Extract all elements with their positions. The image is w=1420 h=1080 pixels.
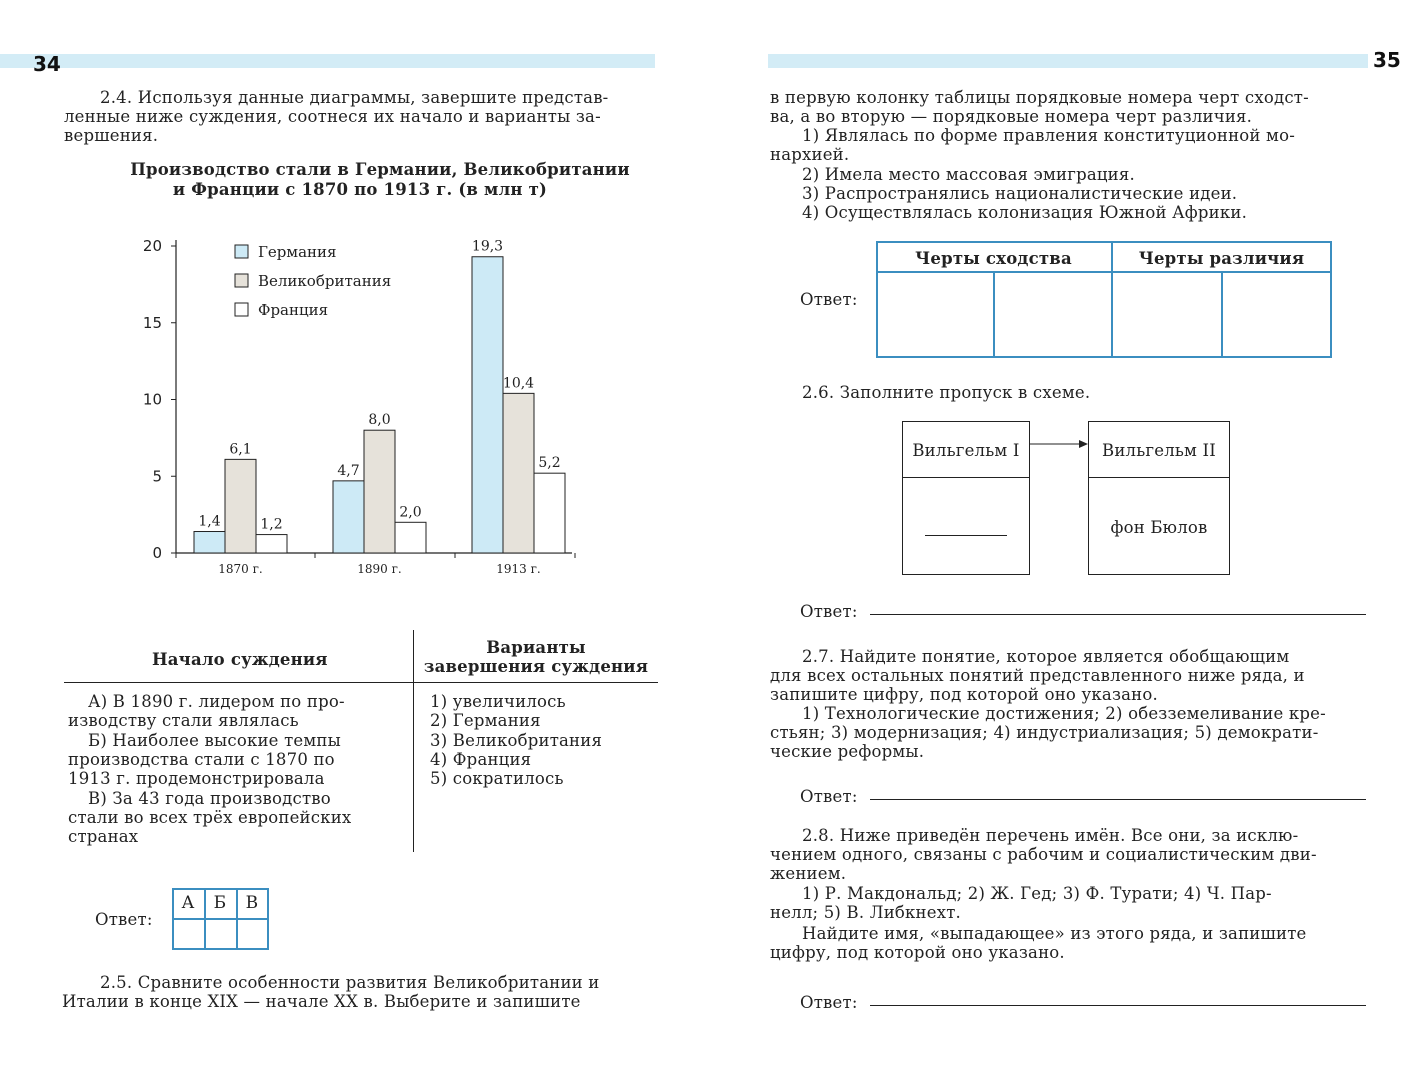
data-label: 2,0 bbox=[399, 504, 422, 521]
text-line: 2) Имела место массовая эмиграция. bbox=[802, 165, 1135, 184]
legend-label: Германия bbox=[258, 243, 337, 261]
bar bbox=[333, 481, 364, 553]
data-label: 4,7 bbox=[337, 462, 360, 479]
x-tick-label: 1890 г. bbox=[357, 562, 402, 576]
statement-line: производства стали с 1870 по bbox=[68, 750, 335, 769]
scheme-blank-line[interactable] bbox=[925, 535, 1007, 536]
task-2-5-line-2: Италии в конце XIX — начале XX в. Выберите и запишите bbox=[62, 992, 581, 1011]
legend-swatch bbox=[235, 303, 248, 316]
data-label: 10,4 bbox=[502, 375, 535, 392]
text-line: жением. bbox=[770, 864, 847, 883]
answer-grid-letter-b: Б bbox=[213, 893, 227, 913]
text-line: цифру, под которой оно указано. bbox=[770, 943, 1065, 962]
left-header-band bbox=[0, 54, 655, 68]
data-label: 19,3 bbox=[471, 238, 504, 255]
text-line: стьян; 3) модернизация; 4) индустриализация; 5) демократи- bbox=[770, 723, 1319, 742]
text-line: в первую колонку таблицы порядковые номера черт сходст- bbox=[770, 88, 1309, 107]
answer-label-2-4: Ответ: bbox=[95, 910, 153, 929]
answer-grid-letter-a: А bbox=[181, 893, 195, 913]
legend-label: Великобритания bbox=[258, 272, 392, 290]
y-tick-label: 0 bbox=[152, 544, 162, 562]
answer-label-2-8: Ответ: bbox=[800, 993, 858, 1012]
scheme-right-content: фон Бюлов bbox=[1110, 518, 1208, 537]
task-2-4-line-1: 2.4. Используя данные диаграммы, завершите представ- bbox=[100, 88, 609, 107]
difference-header: Черты различия bbox=[1138, 249, 1305, 268]
bar bbox=[256, 535, 287, 553]
table-col1-header: Начало суждения bbox=[152, 650, 328, 669]
data-label: 6,1 bbox=[229, 441, 252, 458]
scheme-arrow-icon bbox=[1030, 438, 1090, 450]
steel-production-chart bbox=[120, 225, 600, 585]
statement-line: Б) Наиболее высокие темпы bbox=[88, 731, 341, 750]
table-col2-header-line-1: Варианты bbox=[486, 638, 586, 657]
text-line: 4) Осуществлялась колонизация Южной Африки. bbox=[802, 203, 1248, 222]
scheme-right-title: Вильгельм II bbox=[1102, 441, 1216, 460]
y-tick-label: 5 bbox=[152, 467, 162, 486]
answer-label-2-7: Ответ: bbox=[800, 787, 858, 806]
answer-line-2-6[interactable] bbox=[870, 614, 1366, 615]
y-tick-label: 15 bbox=[142, 313, 162, 332]
chart-title-line-1: Производство стали в Германии, Великобритании bbox=[130, 160, 630, 179]
page-number-left: 34 bbox=[33, 52, 61, 76]
legend-swatch bbox=[235, 274, 248, 287]
x-tick-label: 1913 г. bbox=[496, 562, 541, 576]
bar bbox=[503, 393, 534, 553]
task-2-4-line-2: ленные ниже суждения, соотнеся их начало и варианты за- bbox=[64, 107, 601, 126]
statement-line: стали во всех трёх европейских bbox=[68, 808, 352, 827]
legend-swatch bbox=[235, 245, 248, 258]
similarity-header: Черты сходства bbox=[915, 249, 1072, 268]
text-line: 1) Являлась по форме правления конституционной мо- bbox=[802, 126, 1295, 145]
option-item: 4) Франция bbox=[430, 750, 532, 769]
task-2-5-line-1: 2.5. Сравните особенности развития Великобритании и bbox=[100, 973, 600, 992]
text-line: для всех остальных понятий представленного ниже ряда, и bbox=[770, 666, 1305, 685]
bar bbox=[472, 257, 503, 553]
answer-label-2-6: Ответ: bbox=[800, 602, 858, 621]
text-line: 1) Технологические достижения; 2) обезземеливание кре- bbox=[802, 704, 1326, 723]
page-number-right: 35 bbox=[1373, 48, 1401, 72]
scheme-box-right-divider bbox=[1088, 477, 1230, 478]
table-header-line bbox=[876, 271, 1332, 273]
text-line: 2.7. Найдите понятие, которое является обобщающим bbox=[802, 647, 1290, 666]
data-label: 1,2 bbox=[260, 516, 283, 533]
legend-label: Франция bbox=[258, 301, 329, 319]
answer-grid-letter-v: В bbox=[245, 893, 259, 913]
option-item: 5) сократилось bbox=[430, 769, 564, 788]
bar bbox=[395, 522, 426, 553]
data-label: 5,2 bbox=[538, 455, 561, 472]
text-line: чением одного, связаны с рабочим и социалистическим дви- bbox=[770, 845, 1317, 864]
option-item: 3) Великобритания bbox=[430, 731, 603, 750]
scheme-box-left-divider bbox=[902, 477, 1030, 478]
text-line: 3) Распространялись националистические идеи. bbox=[802, 184, 1238, 203]
statement-line: А) В 1890 г. лидером по про- bbox=[88, 692, 345, 711]
answer-label-2-5: Ответ: bbox=[800, 290, 858, 309]
table-vline bbox=[1221, 271, 1223, 358]
text-line: Найдите имя, «выпадающее» из этого ряда, и запишите bbox=[802, 924, 1307, 943]
table-col2-header-line-2: завершения суждения bbox=[423, 657, 649, 676]
option-item: 2) Германия bbox=[430, 711, 541, 730]
right-header-band bbox=[768, 54, 1368, 68]
answer-grid-hline bbox=[172, 918, 269, 920]
x-tick-label: 1870 г. bbox=[218, 562, 263, 576]
task-2-6-text: 2.6. Заполните пропуск в схеме. bbox=[802, 383, 1091, 402]
y-tick-label: 20 bbox=[142, 237, 162, 255]
statement-line: В) За 43 года производство bbox=[88, 789, 331, 808]
text-line: нелл; 5) В. Либкнехт. bbox=[770, 903, 961, 922]
table-header-rule bbox=[64, 682, 658, 683]
data-label: 1,4 bbox=[198, 513, 221, 530]
chart-title-line-2: и Франции с 1870 по 1913 г. (в млн т) bbox=[172, 180, 548, 199]
text-line: ческие реформы. bbox=[770, 742, 925, 761]
bar bbox=[225, 459, 256, 553]
text-line: ва, а во вторую — порядковые номера черт различия. bbox=[770, 107, 1253, 126]
y-tick-label: 10 bbox=[142, 390, 162, 409]
table-vline bbox=[993, 271, 995, 358]
bar bbox=[194, 532, 225, 553]
task-2-4-line-3: вершения. bbox=[64, 126, 159, 145]
scheme-left-title: Вильгельм I bbox=[912, 441, 1020, 460]
bar bbox=[534, 473, 565, 553]
answer-line-2-8[interactable] bbox=[870, 1005, 1366, 1006]
text-line: нархией. bbox=[770, 145, 850, 164]
answer-line-2-7[interactable] bbox=[870, 799, 1366, 800]
text-line: 1) Р. Макдональд; 2) Ж. Гед; 3) Ф. Турати; 4) Ч. Пар- bbox=[802, 884, 1272, 903]
text-line: 2.8. Ниже приведён перечень имён. Все они, за исклю- bbox=[802, 826, 1299, 845]
statement-line: изводству стали являлась bbox=[68, 711, 299, 730]
text-line: запишите цифру, под которой оно указано. bbox=[770, 685, 1158, 704]
data-label: 8,0 bbox=[368, 412, 391, 429]
statement-line: 1913 г. продемонстрировала bbox=[68, 769, 325, 788]
statement-line: странах bbox=[68, 827, 139, 846]
option-item: 1) увеличилось bbox=[430, 692, 566, 711]
bar bbox=[364, 430, 395, 553]
